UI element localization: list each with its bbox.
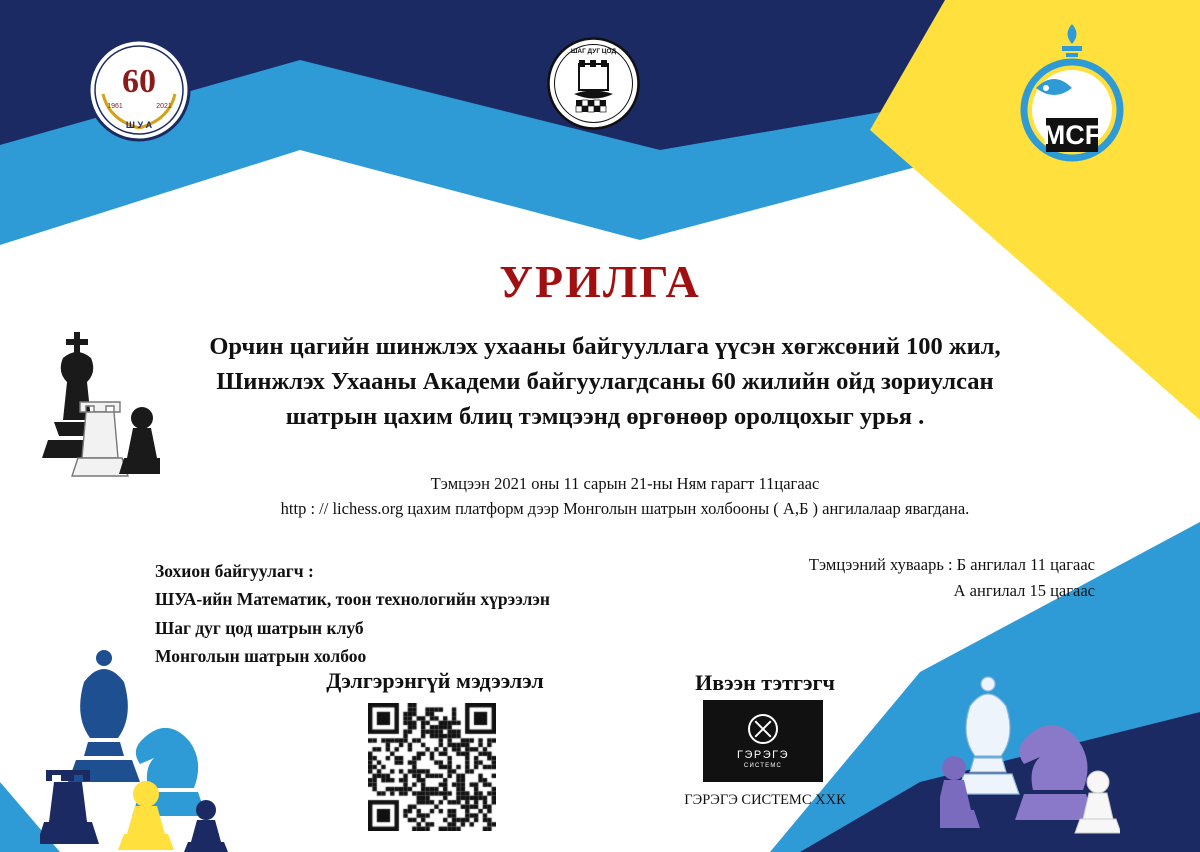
invitation-line-3: шатрын цахим блиц тэмцээнд өргөнөөр оролцохыг урья . — [285, 402, 925, 430]
sas-60-anniversary-logo — [85, 36, 193, 144]
organizer-item-2: Шаг дуг цод шатрын клуб — [155, 617, 364, 638]
event-datetime-info — [150, 472, 1100, 522]
logo-year-left: 1961 — [107, 103, 123, 110]
club-logo-caption: ШАГ ДУГ ЦОД — [570, 48, 617, 55]
invitation-body-text — [100, 330, 1110, 434]
logo-caption: Ш У А — [125, 120, 153, 130]
event-date-line: Тэмцээн 2021 оны 11 сарын 21-ны Ням гарагт 11цагаас — [430, 474, 820, 493]
organizers-title: Зохион байгуулагч : — [155, 561, 314, 581]
invitation-line-1: Орчин цагийн шинжлэх ухааны байгууллага үүсэн хөгжсөний 100 жил, — [209, 333, 1001, 360]
qr-code[interactable] — [368, 703, 496, 831]
qr-section-heading: Дэлгэрэнгүй мэдээлэл — [326, 668, 544, 693]
sponsor-logo-text: ГЭРЭГЭ — [737, 748, 789, 761]
schedule-line-b: Тэмцээний хуваарь : Б ангилал 11 цагаас — [808, 555, 1095, 574]
svg-text:60: 60 — [122, 63, 156, 100]
event-platform-line: http : // lichess.org цахим платформ дээр Монголын шатрын холбооны ( А,Б ) ангилалаар явагдана. — [280, 498, 970, 518]
sponsor-section-heading: Ивээн тэтгэгч — [695, 670, 835, 695]
sponsor-logo-subtext: СИСТЕМС — [743, 762, 783, 769]
chess-club-logo — [546, 36, 641, 131]
organizers-block — [155, 557, 550, 670]
event-schedule — [809, 552, 1095, 603]
invitation-line-2: Шинжлэх Ухааны Академи байгуулагдсаны 60 жилийн ойд зориулсан — [216, 367, 994, 395]
sponsor-company-name: ГЭРЭГЭ СИСТЕМС ХХК — [684, 792, 846, 808]
organizer-item-1: ШУА-ийн Математик, тоон технологийн хүрээлэн — [155, 589, 550, 610]
mongolian-chess-federation-logo — [1016, 18, 1128, 168]
page-title: УРИЛГА — [499, 256, 701, 307]
mcf-caption: MCF — [1042, 120, 1102, 150]
schedule-line-a: А ангилал 15 цагаас — [953, 580, 1095, 600]
chess-pieces-bottom-left-illustration — [40, 642, 240, 852]
sponsor-mark-icon — [748, 714, 778, 744]
logo-year-right: 2021 — [156, 103, 172, 110]
sponsor-logo — [703, 700, 823, 782]
organizer-item-3: Монголын шатрын холбоо — [155, 646, 367, 667]
chess-pieces-bottom-right-illustration — [940, 672, 1120, 852]
